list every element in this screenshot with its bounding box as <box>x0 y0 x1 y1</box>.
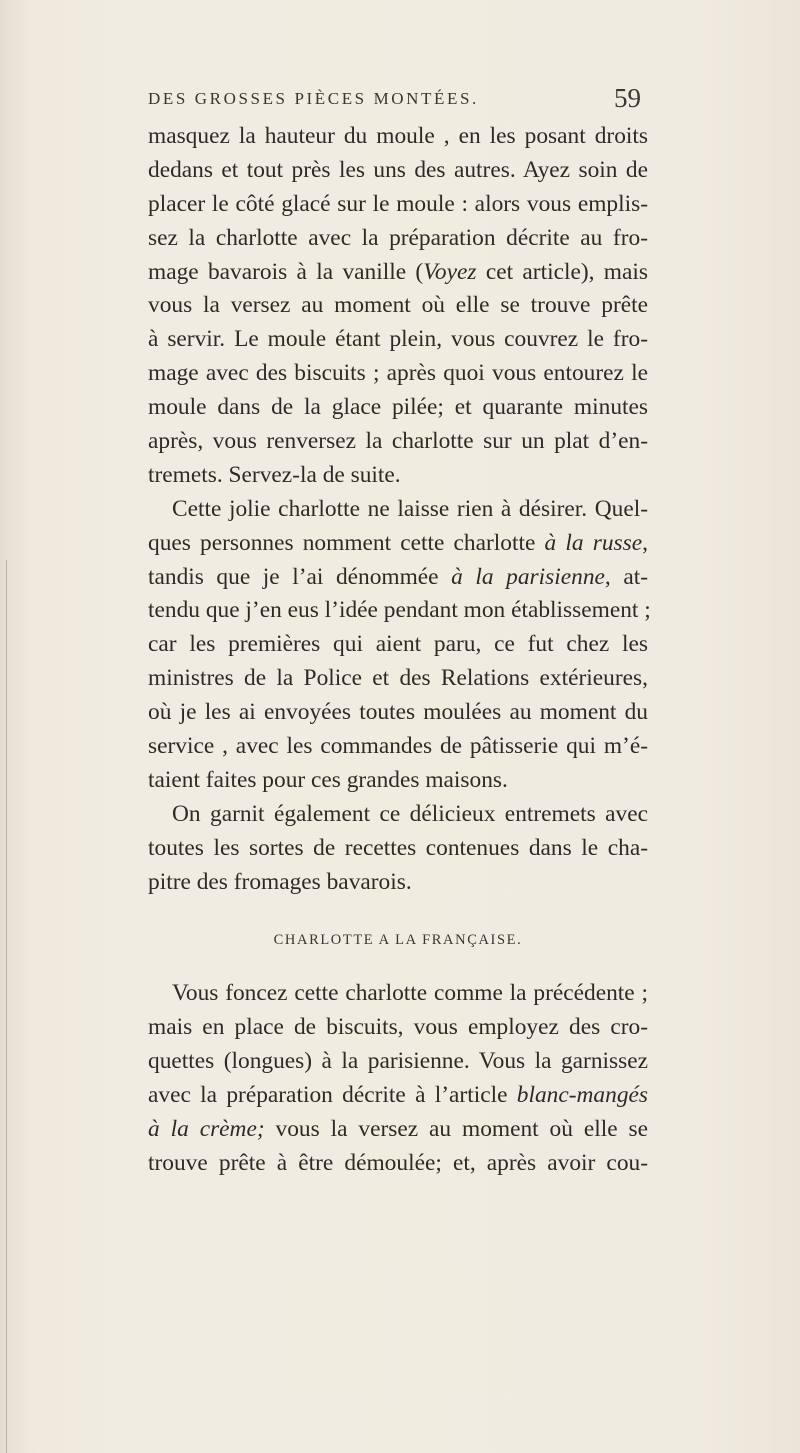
italic-text: Voyez <box>423 258 477 285</box>
text-segment: mage bavarois à la vanille ( <box>148 258 424 285</box>
text-segment: ques personnes nomment cette charlotte <box>148 529 545 556</box>
text-line: tendu que j’en eus l’idée pendant mon établissement ; <box>148 597 651 624</box>
text-line: où je les ai envoyées toutes moulées au moment du <box>148 699 648 726</box>
text-line: après, vous renversez la charlotte sur un plat d’en- <box>148 428 648 455</box>
text-line: Vous foncez cette charlotte comme la précédente ; <box>172 980 648 1007</box>
text-line: tremets. Servez-la de suite. <box>148 461 401 488</box>
text-line: mais en place de biscuits, vous employez des cro- <box>148 1014 648 1041</box>
italic-text: à la parisienne <box>451 563 605 590</box>
text-line <box>148 1113 648 1147</box>
text-segment: tandis que je l’ai dénommée <box>148 563 452 590</box>
text-segment: vous la versez au moment où elle se <box>264 1116 648 1143</box>
text-segment: , <box>642 529 648 556</box>
text-line: placer le côté glacé sur le moule : alors vous emplis- <box>148 190 648 217</box>
text-line: Cette jolie charlotte ne laisse rien à désirer. Quel- <box>172 495 648 522</box>
body-text <box>148 120 651 1181</box>
italic-text: à la crème; <box>148 1116 265 1143</box>
text-line: ministres de la Police et des Relations extérieures, <box>148 665 648 692</box>
text-segment: cet article), mais <box>476 258 648 285</box>
text-segment: avec la préparation décrite à l’article <box>148 1082 517 1109</box>
text-line: dedans et tout près les uns des autres. Ayez soin de <box>148 156 648 183</box>
italic-text: blanc-mangés <box>516 1082 648 1109</box>
paragraph-2 <box>148 493 651 798</box>
text-line <box>148 527 648 561</box>
italic-text: à la russe <box>544 529 643 556</box>
text-line: car les premières qui aient paru, ce fut chez les <box>148 631 648 658</box>
section-heading: CHARLOTTE A LA FRANÇAISE. <box>273 932 523 949</box>
running-head <box>0 83 800 119</box>
text-line: quettes (longues) à la parisienne. Vous la garnissez <box>148 1048 648 1075</box>
paragraph-1 <box>148 120 648 493</box>
text-line: sez la charlotte avec la préparation décrite au fro- <box>148 224 648 251</box>
text-line: pitre des fromages bavarois. <box>148 868 412 895</box>
text-line: à servir. Le moule étant plein, vous couvrez le fro- <box>148 326 648 353</box>
text-line: service , avec les commandes de pâtisserie qui m’é- <box>148 733 648 760</box>
text-line: masquez la hauteur du moule , en les posant droits <box>148 123 648 149</box>
paragraph-3 <box>148 798 648 900</box>
paragraph-4 <box>148 977 648 1180</box>
text-line: vous la versez au moment où elle se trouve prête <box>148 292 648 319</box>
text-line <box>148 561 648 595</box>
text-line <box>148 1079 648 1113</box>
page-gutter-edge <box>6 560 7 1453</box>
text-line: trouve prête à être démoulée; et, après avoir cou- <box>148 1149 648 1176</box>
running-title: DES GROSSES PIÈCES MONTÉES. <box>148 89 479 108</box>
text-line: On garnit également ce délicieux entremets avec <box>172 800 648 827</box>
text-line <box>148 256 648 290</box>
text-line: moule dans de la glace pilée; et quarante minutes <box>148 394 648 421</box>
page-number: 59 <box>614 83 641 113</box>
text-line: mage avec des biscuits ; après quoi vous entourez le <box>148 360 648 387</box>
text-segment: , at- <box>604 563 648 590</box>
text-line: taient faites pour ces grandes maisons. <box>148 766 508 793</box>
text-line: toutes les sortes de recettes contenues dans le cha- <box>148 834 648 861</box>
